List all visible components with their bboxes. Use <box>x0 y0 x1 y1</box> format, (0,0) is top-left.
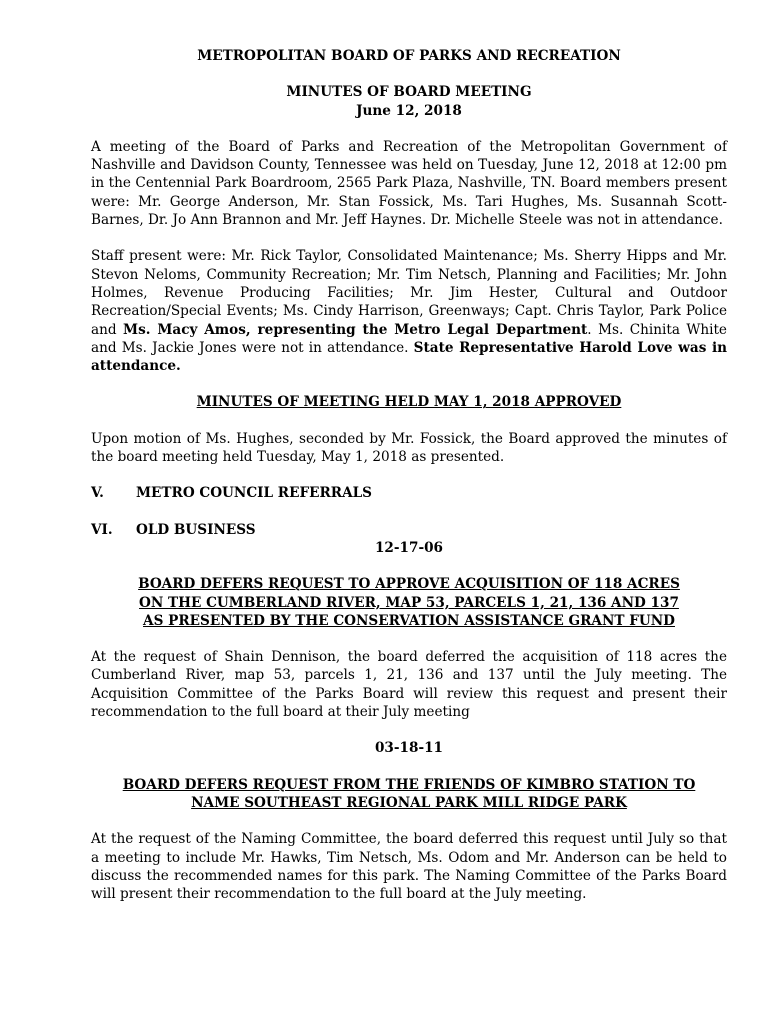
section-title: OLD BUSINESS <box>136 521 256 538</box>
section-number: V. <box>91 485 104 502</box>
state-representative-note: State Representative Harold Love was in attendance. <box>91 339 728 375</box>
item-text: At the request of Shain Dennison, the board deferred the acquisition of 118 acres the Cumberland River, map 53, parcels 1, 21, 136 and 137 until the July meeting. The Acquisition Committee of the Parks Board will review this request and present their recommendation to the full board at their July meeting <box>91 649 727 721</box>
item-code: 12-17-06 <box>374 539 444 556</box>
item-heading-line: NAME SOUTHEAST REGIONAL PARK MILL RIDGE PARK <box>191 794 627 811</box>
section-heading <box>91 521 727 539</box>
staff-paragraph <box>91 247 727 375</box>
meeting-date: June 12, 2018 <box>356 102 462 119</box>
minutes-approved-text: Upon motion of Ms. Hughes, seconded by Mr. Fossick, the Board approved the minutes of the board meeting held Tuesday, May 1, 2018 as presented. <box>91 430 727 466</box>
staff-text-2: . Ms. Chinita White and Ms. Jackie Jones were not in attendance. <box>91 321 727 356</box>
item-text: At the request of the Naming Committee, the board deferred this request until July so that a meeting to include Mr. Hawks, Tim Netsch, Ms. Odom and Mr. Anderson can be held to discuss the recommended names for this park. The Naming Committee of the Parks Board will present their recommendation to the full board at the July meeting. <box>91 831 727 903</box>
item-heading-line: BOARD DEFERS REQUEST FROM THE FRIENDS OF KIMBRO STATION TO <box>122 776 696 793</box>
item-heading-line: BOARD DEFERS REQUEST TO APPROVE ACQUISITION OF 118 ACRES <box>138 576 680 593</box>
page-content <box>91 47 727 903</box>
section-number: VI. <box>91 521 113 538</box>
item-heading-line: AS PRESENTED BY THE CONSERVATION ASSISTANCE GRANT FUND <box>143 612 675 629</box>
minutes-approved-heading: MINUTES OF MEETING HELD MAY 1, 2018 APPROVED <box>196 394 622 411</box>
minutes-title: MINUTES OF BOARD MEETING <box>286 84 532 101</box>
intro-paragraph: A meeting of the Board of Parks and Recreation of the Metropolitan Government of Nashville and Davidson County, Tennessee was held on Tuesday, June 12, 2018 at 12:00 pm in the Centennial Park Boardroom, 2565 Park Plaza, Nashville, TN. Board members present were: Mr. George Anderson, Mr. Stan Fossick, Ms. Tari Hughes, Ms. Susannah Scott-Barnes, Dr. Jo Ann Brannon and Mr. Jeff Haynes. Dr. Michelle Steele was not in attendance. <box>91 138 727 229</box>
item-code: 03-18-11 <box>374 740 444 757</box>
section-heading <box>91 484 727 502</box>
legal-representative: Ms. Macy Amos, representing the Metro Legal Department <box>123 321 588 338</box>
item-heading-line: ON THE CUMBERLAND RIVER, MAP 53, PARCELS 1, 21, 136 AND 137 <box>139 594 679 611</box>
staff-text-1: Staff present were: Mr. Rick Taylor, Consolidated Maintenance; Ms. Sherry Hipps and Mr. Stevon Neloms, Community Recreation; Mr. Tim Netsch, Planning and Facilities; Mr. John Holmes, Revenue Producing Facilities; Mr. Jim Hester, Cultural and Outdoor Recreation/Special Events; Ms. Cindy Harrison, Greenways; Capt. Chris Taylor, Park Police and <box>91 248 727 338</box>
organization-title: METROPOLITAN BOARD OF PARKS AND RECREATION <box>197 48 621 64</box>
section-title: METRO COUNCIL REFERRALS <box>136 485 372 502</box>
